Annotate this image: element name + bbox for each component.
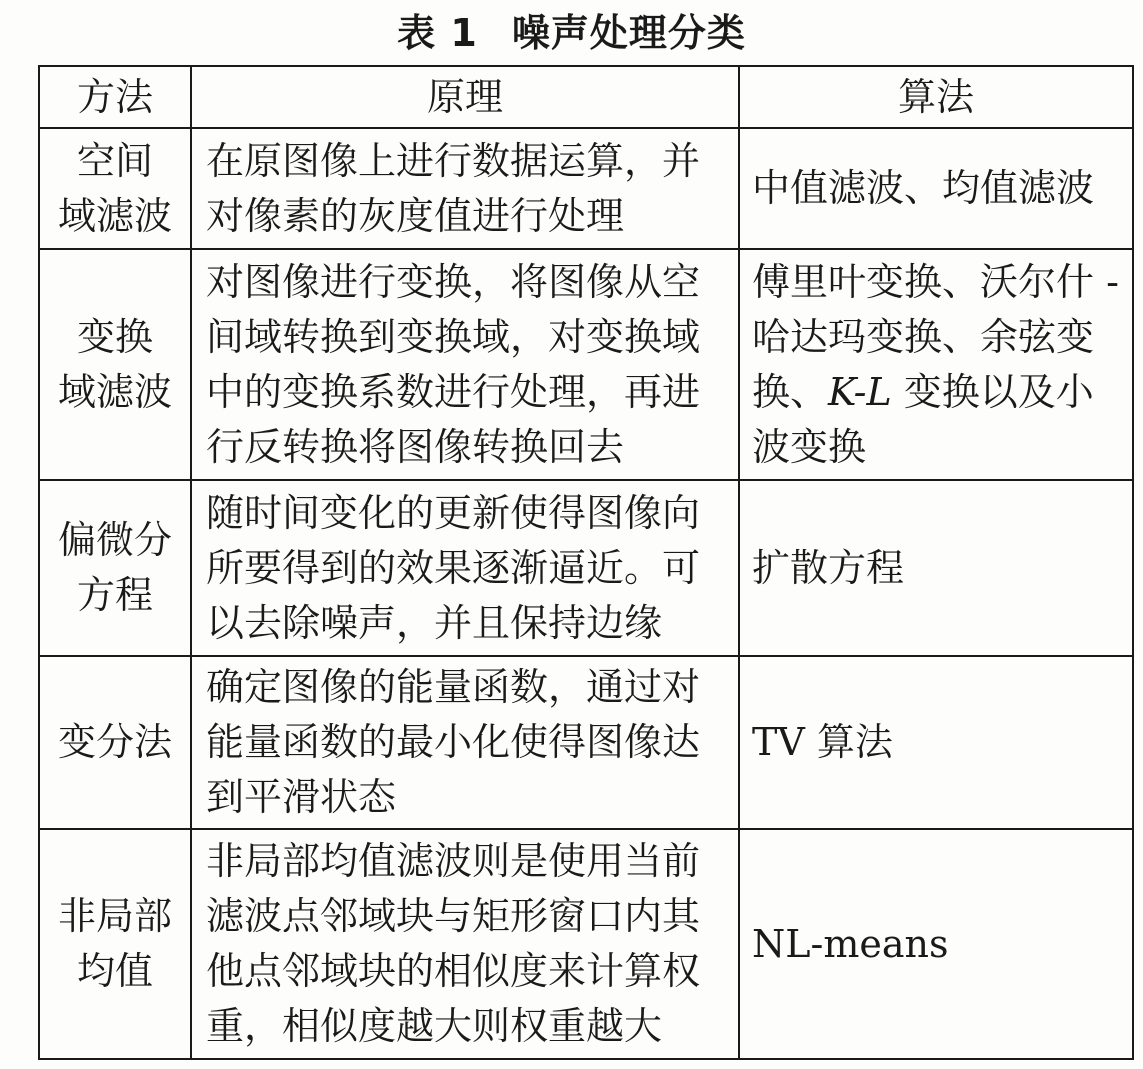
method-line: 域滤波	[57, 193, 172, 238]
method-line: 域滤波	[57, 369, 172, 414]
principle-line: 在原图像上进行数据运算，并	[206, 138, 701, 183]
algorithm-text: 变换以及小	[891, 369, 1094, 414]
method-line: 方程	[76, 573, 153, 617]
algorithm-cell	[739, 480, 1133, 656]
method-line: 非局部	[57, 894, 172, 938]
table-row	[39, 656, 1133, 829]
principle-line: 非局部均值滤波则是使用当前	[206, 839, 701, 883]
algorithm-line: NL-means	[752, 921, 949, 966]
algorithm-line: 傅里叶变换、沃尔什 -	[752, 259, 1119, 304]
method-cell	[39, 249, 191, 480]
header-method: 方法	[39, 66, 191, 128]
algorithm-cell	[739, 128, 1133, 249]
principle-line: 间域转换到变换域，对变换域	[206, 314, 701, 359]
algorithm-line: 哈达玛变换、余弦变	[752, 314, 1095, 359]
algorithm-line: 波变换	[752, 424, 867, 469]
table-row	[39, 128, 1133, 249]
principle-cell	[191, 249, 739, 480]
algorithm-kl-term: K-L	[828, 369, 892, 414]
table-number: 表 1	[397, 11, 478, 55]
method-line: 空间	[76, 138, 153, 183]
principle-line: 以去除噪声，并且保持边缘	[206, 600, 663, 645]
table-row	[39, 829, 1133, 1059]
algorithm-cell	[739, 249, 1133, 480]
table-row	[39, 249, 1133, 480]
principle-cell	[191, 829, 739, 1059]
method-cell	[39, 829, 191, 1059]
table-title	[0, 6, 1143, 60]
principle-line: 滤波点邻域块与矩形窗口内其	[206, 894, 701, 938]
principle-line: 随时间变化的更新使得图像向	[206, 490, 701, 535]
principle-cell	[191, 128, 739, 249]
method-line: 均值	[76, 949, 153, 993]
principle-cell	[191, 656, 739, 829]
method-cell	[39, 480, 191, 656]
algorithm-line: TV 算法	[752, 720, 893, 764]
table-row	[39, 480, 1133, 656]
principle-line: 重，相似度越大则权重越大	[206, 1004, 663, 1048]
method-line: 变分法	[57, 720, 172, 764]
header-principle: 原理	[191, 66, 739, 128]
algorithm-line	[752, 365, 1124, 420]
principle-line: 所要得到的效果逐渐逼近。可	[206, 545, 701, 590]
method-cell	[39, 128, 191, 249]
algorithm-cell	[739, 829, 1133, 1059]
noise-classification-table	[38, 65, 1134, 1060]
principle-line: 对图像进行变换，将图像从空	[206, 259, 701, 304]
table-caption: 噪声处理分类	[511, 11, 746, 55]
principle-line: 行反转换将图像转换回去	[206, 424, 625, 469]
principle-line: 中的变换系数进行处理，再进	[206, 369, 701, 414]
principle-line: 能量函数的最小化使得图像达	[206, 720, 701, 764]
principle-line: 到平滑状态	[206, 775, 397, 819]
header-row	[39, 66, 1133, 128]
method-cell	[39, 656, 191, 829]
header-algorithm: 算法	[739, 66, 1133, 128]
algorithm-line: 中值滤波、均值滤波	[752, 166, 1095, 210]
algorithm-cell	[739, 656, 1133, 829]
method-line: 偏微分	[57, 518, 172, 562]
principle-cell	[191, 480, 739, 656]
method-line: 变换	[76, 314, 153, 359]
principle-line: 对像素的灰度值进行处理	[206, 193, 625, 238]
principle-line: 确定图像的能量函数，通过对	[206, 665, 701, 709]
algorithm-text: 换、	[752, 369, 829, 414]
principle-line: 他点邻域块的相似度来计算权	[206, 949, 701, 993]
algorithm-line: 扩散方程	[752, 545, 905, 590]
